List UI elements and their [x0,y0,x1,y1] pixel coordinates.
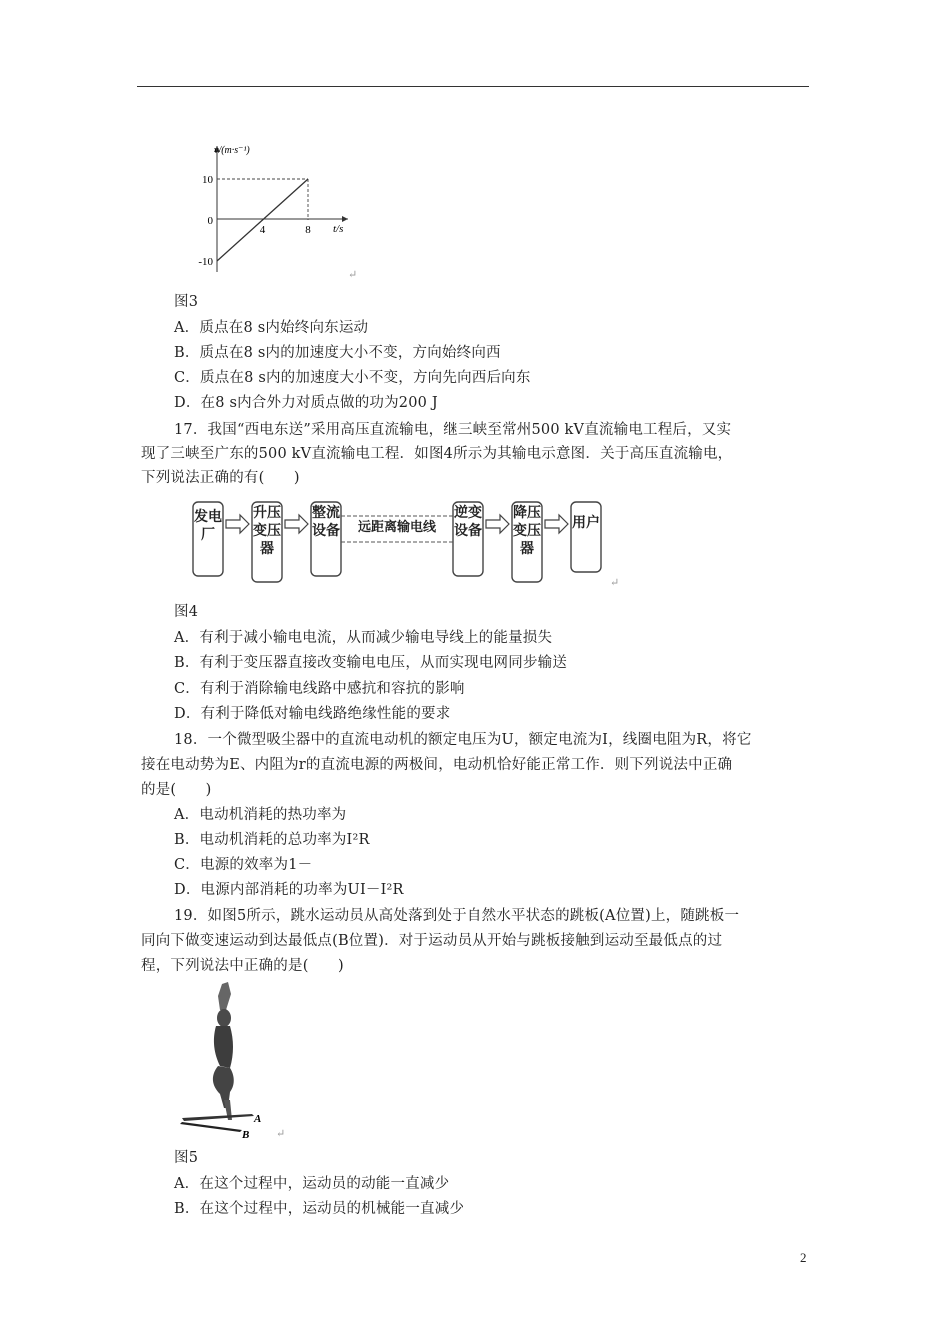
box-label-power-plant: 发电厂 [194,509,222,543]
x-axis-label: t/s [333,223,344,235]
q18-stem-line-3: 的是( ) [141,782,212,798]
fig3-vt-graph [190,140,360,280]
q18-stem-line-1: 18．一个微型吸尘器中的直流电动机的额定电压为U，额定电流为I，线圈电阻为R，将它 [174,732,752,748]
hollow-arrow-3 [486,515,509,533]
springboard-b [180,1122,242,1132]
box-label-step-up: 升压变压器 [253,505,281,557]
q17-option-b: B．有利于变压器直接改变输电电压，从而实现电网同步输送 [174,655,568,671]
q18-option-d: D．电源内部消耗的功率为UI－I²R [174,882,404,898]
box-label-rectifier: 整流设备 [312,505,340,539]
q17-option-c: C．有利于消除输电线路中感抗和容抗的影响 [174,681,465,697]
q18-option-a: A．电动机消耗的热功率为 [174,807,347,823]
y-tick-label: 10 [202,174,213,186]
q16-option-d: D．在8 s内合外力对质点做的功为200 J [174,395,438,411]
fig5-diver-illustration [174,980,284,1140]
y-tick-label: 0 [207,215,213,227]
fig4-diagram [190,498,630,588]
return-mark: ↵ [348,268,358,281]
hollow-arrow-1 [226,515,249,533]
header-rule [137,86,809,87]
q19-stem-line-3: 程，下列说法中正确的是( ) [141,958,344,974]
q17-option-d: D．有利于降低对输电线路绝缘性能的要求 [174,706,451,722]
line-label: 远距离输电线 [357,520,436,535]
q16-option-a: A．质点在8 s内始终向东运动 [174,320,369,336]
box-label-user: 用户 [572,515,600,531]
springboard-a [182,1114,254,1121]
q17-stem-line-2: 现了三峡至广东的500 kV直流输电工程．如图4所示为其输电示意图．关于高压直流输电， [141,446,733,462]
q18-stem-line-2: 接在电动势为E、内阻为r的直流电源的两极间，电动机恰好能正常工作．则下列说法中正确 [141,757,733,773]
box-label-inverter: 逆变设备 [454,505,482,539]
q16-option-b: B．质点在8 s内的加速度大小不变，方向始终向西 [174,345,501,361]
q19-option-a: A．在这个过程中，运动员的动能一直减少 [174,1176,450,1192]
q17-stem-line-3: 下列说法正确的有( ) [141,470,300,486]
q19-option-b: B．在这个过程中，运动员的机械能一直减少 [174,1201,465,1217]
y-axis-label: v/(m·s⁻¹) [214,145,250,156]
velocity-line [217,179,308,261]
point-label-a: A [254,1113,262,1125]
q19-stem-line-1: 19．如图5所示，跳水运动员从高处落到处于自然水平状态的跳板(A位置)上，随跳板一 [174,908,740,924]
x-tick-label: 4 [259,224,266,236]
point-label-b: B [242,1129,250,1140]
x-tick-label: 8 [305,224,311,236]
q17-option-a: A．有利于减小输电电流，从而减少输电导线上的能量损失 [174,630,553,646]
q16-option-c: C．质点在8 s内的加速度大小不变，方向先向西后向东 [174,370,531,386]
y-tick-label: -10 [198,256,213,268]
q19-stem-line-2: 同向下做变速运动到达最低点(B位置)．对于运动员从开始与跳板接触到运动至最低点的过 [141,933,723,949]
return-mark: ↵ [276,1127,286,1140]
q18-option-c: C．电源的效率为1－ [174,857,313,873]
fig5-caption: 图5 [174,1150,199,1166]
fig4-caption: 图4 [174,604,199,620]
hollow-arrow-4 [545,515,568,533]
q18-option-b: B．电动机消耗的总功率为I²R [174,832,370,848]
page-number: 2 [800,1250,807,1265]
box-label-step-down: 降压变压器 [513,505,541,557]
fig3-caption: 图3 [174,294,199,310]
return-mark: ↵ [610,576,620,589]
hollow-arrow-2 [285,515,308,533]
q17-stem-line-1: 17．我国“西电东送”采用高压直流输电，继三峡至常州500 kV直流输电工程后，又实 [174,422,732,438]
